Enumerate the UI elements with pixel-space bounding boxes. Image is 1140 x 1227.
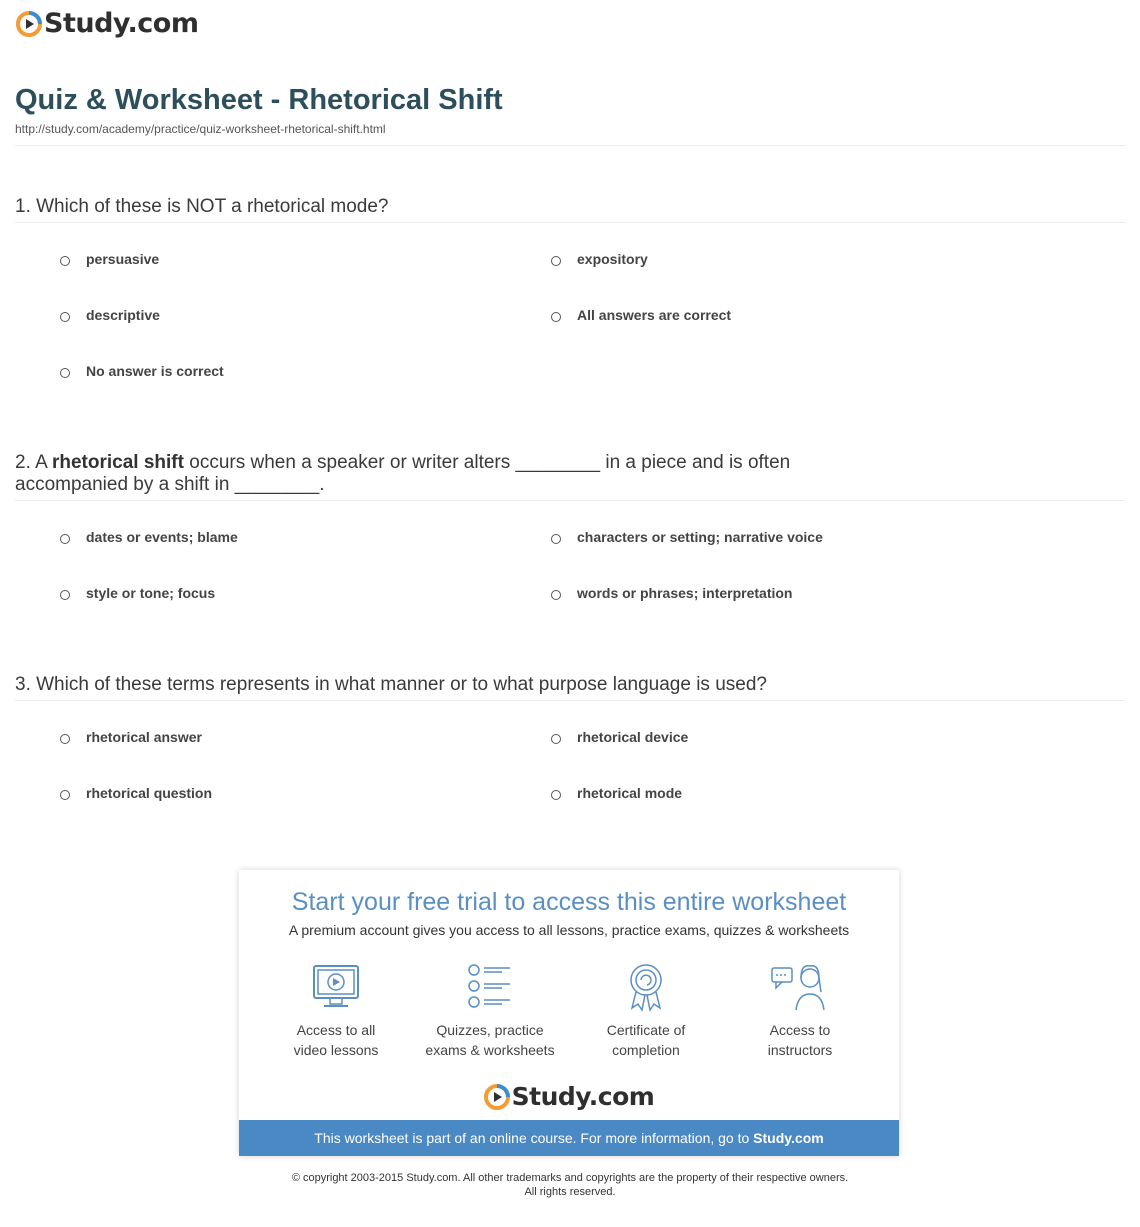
radio-icon[interactable] bbox=[60, 256, 70, 266]
option-label: descriptive bbox=[86, 307, 160, 323]
question-divider bbox=[15, 700, 1125, 701]
copyright bbox=[0, 1171, 1140, 1199]
logo-text: Study.com bbox=[44, 8, 199, 39]
copyright-line2: All rights reserved. bbox=[524, 1186, 616, 1198]
certificate-icon bbox=[620, 962, 672, 1012]
page-url[interactable]: http://study.com/academy/practice/quiz-worksheet-rhetorical-shift.html bbox=[15, 122, 386, 136]
answer-option[interactable] bbox=[551, 785, 682, 801]
option-label: rhetorical question bbox=[86, 785, 213, 801]
bar-text: This worksheet is part of an online course. For more information, go to bbox=[314, 1130, 754, 1146]
feature-label-line2: instructors bbox=[767, 1042, 833, 1058]
header-divider bbox=[15, 145, 1125, 146]
feature-label-line2: video lessons bbox=[293, 1042, 379, 1058]
feature-certificate bbox=[571, 962, 721, 1060]
answer-option[interactable] bbox=[60, 251, 159, 267]
radio-icon[interactable] bbox=[60, 790, 70, 800]
answer-option[interactable] bbox=[60, 585, 215, 601]
copyright-line1: © copyright 2003-2015 Study.com. All other trademarks and copyrights are the property of their respective owners. bbox=[291, 1172, 849, 1184]
radio-icon[interactable] bbox=[551, 534, 561, 544]
radio-icon[interactable] bbox=[551, 590, 561, 600]
play-logo-icon bbox=[484, 1084, 510, 1110]
question-2-term: rhetorical shift bbox=[51, 452, 184, 473]
course-info-bar bbox=[239, 1120, 899, 1156]
radio-icon[interactable] bbox=[60, 312, 70, 322]
option-label: style or tone; focus bbox=[86, 585, 216, 601]
radio-icon[interactable] bbox=[60, 590, 70, 600]
free-trial-promo bbox=[239, 870, 899, 1156]
question-2-end: occurs when a speaker or writer alters ________ in a piece and is often accompanied by a shift in ________. bbox=[15, 452, 791, 495]
answer-option[interactable] bbox=[60, 785, 212, 801]
instructor-icon bbox=[770, 962, 830, 1012]
question-2 bbox=[15, 452, 845, 496]
option-label: rhetorical mode bbox=[577, 785, 683, 801]
option-label: dates or events; blame bbox=[86, 529, 238, 545]
page-title: Quiz & Worksheet - Rhetorical Shift bbox=[15, 84, 503, 116]
answer-option[interactable] bbox=[551, 529, 823, 545]
feature-label-line2: exams & worksheets bbox=[425, 1042, 555, 1058]
feature-instructors bbox=[725, 962, 875, 1060]
option-label: expository bbox=[577, 251, 648, 267]
answer-option[interactable] bbox=[60, 529, 238, 545]
promo-subtitle: A premium account gives you access to all lessons, practice exams, quizzes & worksheets bbox=[288, 922, 850, 938]
feature-label-line1: Access to bbox=[769, 1022, 831, 1038]
answer-option[interactable] bbox=[551, 251, 648, 267]
answer-option[interactable] bbox=[60, 307, 160, 323]
feature-label-line1: Quizzes, practice bbox=[436, 1022, 544, 1038]
question-1: 1. Which of these is NOT a rhetorical mode? bbox=[15, 196, 389, 217]
promo-title[interactable]: Start your free trial to access this entire worksheet bbox=[291, 888, 847, 916]
radio-icon[interactable] bbox=[551, 734, 561, 744]
study-logo[interactable] bbox=[16, 8, 198, 39]
question-divider bbox=[15, 500, 1125, 501]
logo-text: Study.com bbox=[511, 1082, 655, 1111]
quiz-list-icon bbox=[464, 962, 516, 1012]
question-divider bbox=[15, 222, 1125, 223]
question-3: 3. Which of these terms represents in what manner or to what purpose language is used? bbox=[15, 674, 767, 695]
radio-icon[interactable] bbox=[551, 790, 561, 800]
option-label: words or phrases; interpretation bbox=[577, 585, 793, 601]
feature-video-lessons bbox=[261, 962, 411, 1060]
radio-icon[interactable] bbox=[551, 256, 561, 266]
radio-icon[interactable] bbox=[60, 734, 70, 744]
play-logo-icon bbox=[16, 11, 42, 37]
radio-icon[interactable] bbox=[551, 312, 561, 322]
option-label: persuasive bbox=[86, 251, 160, 267]
answer-option[interactable] bbox=[551, 585, 792, 601]
feature-quizzes bbox=[415, 962, 565, 1060]
feature-label-line1: Certificate of bbox=[606, 1022, 686, 1038]
option-label: rhetorical device bbox=[577, 729, 689, 745]
answer-option[interactable] bbox=[551, 729, 688, 745]
option-label: characters or setting; narrative voice bbox=[577, 529, 823, 545]
option-label: All answers are correct bbox=[577, 307, 732, 323]
answer-option[interactable] bbox=[60, 729, 202, 745]
option-label: rhetorical answer bbox=[86, 729, 202, 745]
feature-label-line2: completion bbox=[612, 1042, 680, 1058]
answer-option[interactable] bbox=[60, 363, 224, 379]
promo-study-logo[interactable] bbox=[239, 1082, 899, 1111]
radio-icon[interactable] bbox=[60, 534, 70, 544]
study-link[interactable]: Study.com bbox=[753, 1130, 824, 1146]
radio-icon[interactable] bbox=[60, 368, 70, 378]
option-label: No answer is correct bbox=[86, 363, 224, 379]
question-2-start: 2. A bbox=[15, 452, 52, 473]
feature-label-line1: Access to all bbox=[296, 1022, 376, 1038]
answer-option[interactable] bbox=[551, 307, 731, 323]
video-lesson-icon bbox=[310, 962, 362, 1012]
